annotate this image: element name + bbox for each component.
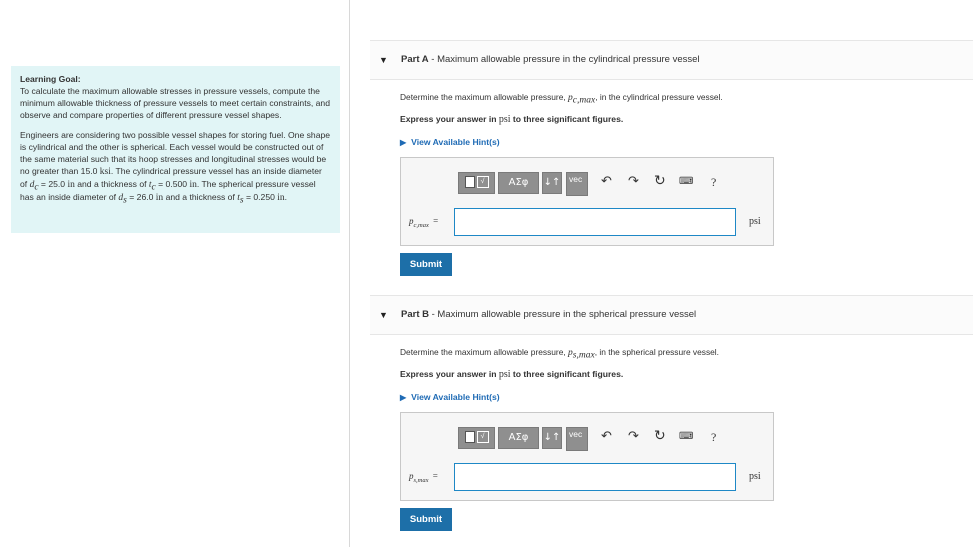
variable-label: $p_{s,max}$ = (409, 471, 438, 484)
reset-icon[interactable]: ↻ (654, 428, 666, 444)
help-icon[interactable]: ? (711, 175, 717, 189)
greek-symbols-button[interactable]: ΑΣφ (498, 427, 539, 449)
learning-goal-box (11, 66, 340, 233)
part-b-title: Part B - Maximum allowable pressure in the spherical pressure vessel (401, 309, 697, 320)
part-a-answer-box (400, 157, 774, 246)
scenario-text: Engineers are considering two possible vessel shapes for storing fuel. One shape is cylindrical and the other is spherical. Each vessel would be constructed out of the same material such that its hoop stresses and longitudinal stresses would be no greater than 15.0 ksi. The cylindrical pressure vessel has an inside diameter of $d_c = 25.0$ in and a thickness of $t_c = 0.500$ in. The spherical pressure vessel has an inside diameter of $d_s = 26.0$ in and a thickness of $t_s = 0.250$ in. (20, 130, 331, 206)
panel-divider (349, 0, 350, 547)
keyboard-icon[interactable]: ⌨ (679, 176, 694, 187)
help-icon[interactable]: ? (711, 430, 717, 444)
undo-icon[interactable]: ↶ (601, 174, 612, 189)
expand-triangle-icon: ▶ (400, 393, 407, 402)
part-b-prompt: Determine the maximum allowable pressure, $p_{s,max}$, in the spherical pressure vessel. (400, 347, 719, 361)
reset-icon[interactable]: ↻ (654, 173, 666, 189)
template-radical-icon: √ (477, 176, 489, 188)
expand-triangle-icon: ▶ (400, 138, 407, 147)
redo-icon[interactable]: ↷ (628, 429, 639, 444)
part-a-hint-link[interactable]: ▶ View Available Hint(s) (400, 137, 500, 147)
collapse-caret-icon[interactable]: ▼ (379, 55, 388, 65)
part-b-header[interactable] (370, 295, 973, 335)
unit-label: psi (749, 471, 761, 482)
undo-icon[interactable]: ↶ (601, 429, 612, 444)
variable-label: $p_{c,max}$ = (409, 216, 439, 229)
unit-label: psi (749, 216, 761, 227)
part-a-submit-button[interactable]: Submit (400, 253, 452, 276)
templates-button[interactable] (458, 172, 495, 194)
template-box-icon (465, 176, 475, 188)
left-panel (0, 0, 349, 547)
part-a-title: Part A - Maximum allowable pressure in the cylindrical pressure vessel (401, 54, 700, 65)
part-b-hint-link[interactable]: ▶ View Available Hint(s) (400, 392, 500, 402)
keyboard-icon[interactable]: ⌨ (679, 431, 694, 442)
template-radical-icon: √ (477, 431, 489, 443)
answer-input[interactable] (454, 208, 736, 236)
learning-goal-text: To calculate the maximum allowable stresses in pressure vessels, compute the minimum allowable thickness of pressure vessels to meet certain constraints, and observe and compare properties of different pressure vessel shapes. (20, 86, 330, 120)
collapse-caret-icon[interactable]: ▼ (379, 310, 388, 320)
part-b-instructions: Express your answer in psi to three significant figures. (400, 369, 624, 380)
part-a-header[interactable] (370, 40, 973, 80)
template-box-icon (465, 431, 475, 443)
greek-symbols-button[interactable]: ΑΣφ (498, 172, 539, 194)
part-a-prompt: Determine the maximum allowable pressure, $p_{c,max}$, in the cylindrical pressure vessel. (400, 92, 723, 106)
vector-button[interactable]: vec (566, 427, 588, 451)
arrows-button[interactable]: ↓↑ (542, 172, 562, 194)
part-b-submit-button[interactable]: Submit (400, 508, 452, 531)
part-b-answer-box (400, 412, 774, 501)
answer-input[interactable] (454, 463, 736, 491)
arrows-button[interactable]: ↓↑ (542, 427, 562, 449)
part-a-instructions: Express your answer in psi to three significant figures. (400, 114, 624, 125)
vector-button[interactable]: vec (566, 172, 588, 196)
learning-goal-title: Learning Goal: (20, 74, 81, 84)
redo-icon[interactable]: ↷ (628, 174, 639, 189)
templates-button[interactable] (458, 427, 495, 449)
